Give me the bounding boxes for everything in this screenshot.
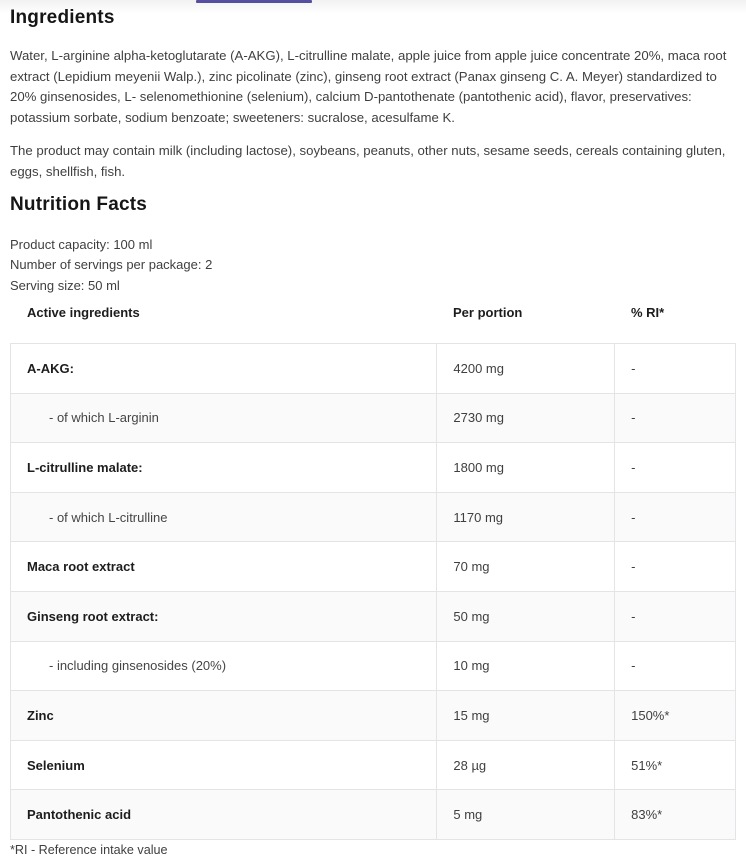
ri-value: - xyxy=(615,591,736,641)
per-portion-value: 1170 mg xyxy=(437,492,615,542)
per-portion-value: 10 mg xyxy=(437,641,615,691)
header-per-portion: Per portion xyxy=(453,305,523,320)
ingredient-label: L-citrulline malate: xyxy=(11,443,437,493)
ingredient-label: Ginseng root extract: xyxy=(11,591,437,641)
ingredients-section-title: Ingredients xyxy=(10,7,115,28)
ingredient-label: Pantothenic acid xyxy=(11,790,437,840)
product-capacity-line: Product capacity: 100 ml xyxy=(10,237,153,252)
nutrition-facts-table xyxy=(10,343,736,840)
ingredient-label: Zinc xyxy=(11,691,437,741)
servings-per-package-line: Number of servings per package: 2 xyxy=(10,257,213,273)
ri-value: - xyxy=(615,344,736,394)
per-portion-value: 4200 mg xyxy=(437,344,615,394)
ingredient-label: Selenium xyxy=(11,740,437,790)
header-ri: % RI* xyxy=(631,305,665,320)
per-portion-value: 50 mg xyxy=(437,591,615,641)
header-active-ingredients: Active ingredients xyxy=(27,305,140,320)
table-row xyxy=(11,542,736,592)
ri-value: - xyxy=(615,542,736,592)
table-row xyxy=(11,443,736,493)
table-row xyxy=(11,790,736,840)
ingredient-label: - of which L-citrulline xyxy=(11,492,437,542)
ri-value: - xyxy=(615,492,736,542)
table-row xyxy=(11,393,736,443)
allergens-warning-text: The product may contain milk (including lactose), soybeans, peanuts, other nuts, sesame seeds, cereals containing gluten, eggs, shellfish, fish. xyxy=(10,143,726,179)
per-portion-value: 70 mg xyxy=(437,542,615,592)
ingredient-label: A-AKG: xyxy=(11,344,437,394)
per-portion-value: 5 mg xyxy=(437,790,615,840)
ingredients-composition-text: Water, L-arginine alpha-ketoglutarate (A-AKG), L-citrulline malate, apple juice from apple juice concentrate 20%, maca root extract (Lepidium meyenii Walp.), zinc picolinate (zinc), ginseng root extract (Panax ginseng C. A. Meyer) standardized to 20% ginsenosides, L- selenomethionine (selenium), calcium D-pantothenate (pantothenic acid), flavor, preservatives: potassium sorbate, sodium benzoate; sweeteners: sucralose, acesulfame K. xyxy=(10,48,727,125)
nutrition-facts-section-title: Nutrition Facts xyxy=(10,194,148,215)
product-info-block xyxy=(10,235,212,296)
ri-value: 51%* xyxy=(615,740,736,790)
active-tab-underline xyxy=(196,0,312,3)
per-portion-value: 1800 mg xyxy=(437,443,615,493)
table-row xyxy=(11,641,736,691)
table-row xyxy=(11,492,736,542)
ingredient-label: - including ginsenosides (20%) xyxy=(11,641,437,691)
ri-value: - xyxy=(615,641,736,691)
per-portion-value: 28 µg xyxy=(437,740,615,790)
per-portion-value: 2730 mg xyxy=(437,393,615,443)
serving-size-line: Serving size: 50 ml xyxy=(10,277,120,293)
table-row xyxy=(11,691,736,741)
table-row xyxy=(11,591,736,641)
per-portion-value: 15 mg xyxy=(437,691,615,741)
reference-intake-footnote: *RI - Reference intake value xyxy=(10,843,168,857)
table-row xyxy=(11,344,736,394)
ri-value: 83%* xyxy=(615,790,736,840)
ri-value: - xyxy=(615,393,736,443)
ingredient-label: Maca root extract xyxy=(11,542,437,592)
table-row xyxy=(11,740,736,790)
ri-value: 150%* xyxy=(615,691,736,741)
nutrition-table-header xyxy=(11,305,735,320)
ri-value: - xyxy=(615,443,736,493)
ingredient-label: - of which L-arginin xyxy=(11,393,437,443)
